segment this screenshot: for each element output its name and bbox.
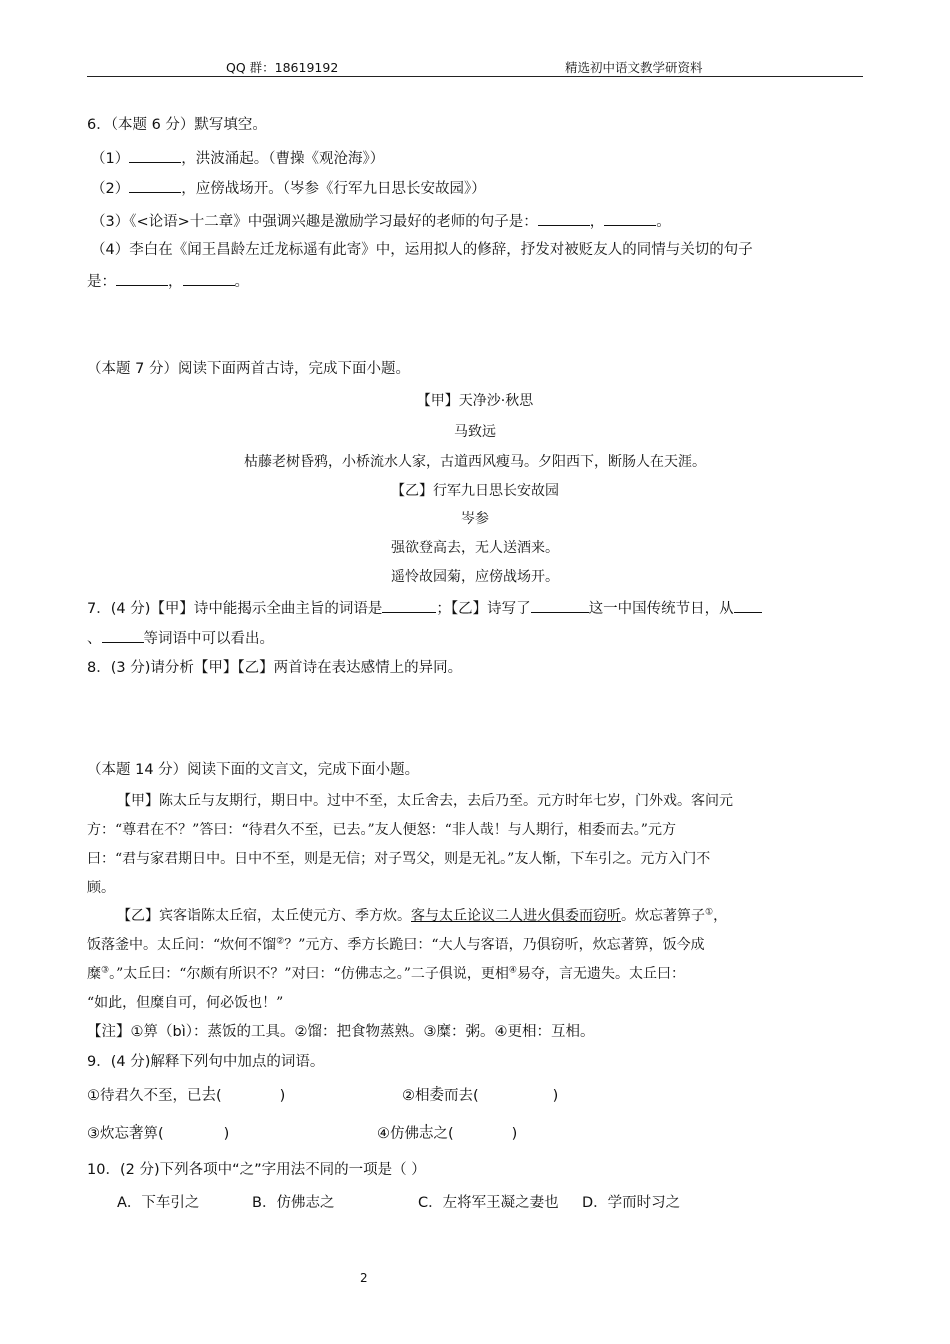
page-number: 2 [360,1271,368,1285]
q7-part-b: ；【乙】诗写了 [436,601,531,617]
q6-item-3-post: 。 [656,214,671,230]
poem-yi-author: 岑参 [461,511,489,527]
q9-item-2-post: 而去( [444,1088,479,1104]
classical-jia-line3: 曰：“君与家君期日中。日中不至，则是无信；对子骂父，则是无礼。”友人惭，下车引之。元方入门不 [87,851,711,867]
q6-item-1-post: ，洪波涌起。（曹操《观沧海》） [181,151,385,167]
answer-blank[interactable] [538,210,590,226]
footnote-marker: ② [276,936,285,947]
yi-underlined-sentence: 客与太丘论议二人进火俱委而窃听 [411,908,621,924]
q9-item-4-post: 之( [433,1126,454,1142]
q9-item-4-pre: ④仿佛 [377,1126,419,1142]
q7-line1 [87,597,762,619]
q9-item-3-pre: ③炊忘 [87,1126,129,1142]
yi-line3-post: 易夺，言无遗失。太丘曰： [516,966,685,982]
classical-intro: （本题 14 分）阅读下面的文言文，完成下面小题。 [87,762,420,778]
q6-item-2-post: ，应傍战场开。（岑参《行军九日思长安故园》） [181,181,486,197]
footnote-marker: ④ [508,965,517,976]
q6-item-3-pre: （3）《<论语>十二章》中强调兴趣是激励学习最好的老师的句子是： [91,214,538,230]
classical-jia-line4: 顾。 [87,880,115,896]
q10-title: 10．(2 分)下列各项中“之”字用法不同的一项是（ ） [87,1162,426,1178]
yi-line3-mid: 。”太丘曰：“尔颇有所识不？”对曰：“仿佛志之。”二子俱说，更相 [109,966,509,982]
poems-intro: （本题 7 分）阅读下面两首古诗，完成下面小题。 [87,361,410,377]
header-right: 精选初中语文教学研资料 [565,60,703,75]
q7-line2-pre: 、 [87,631,102,647]
q10-option-b[interactable]: B．仿佛志之 [252,1195,335,1211]
q9-item-1-post: ( [216,1088,222,1104]
dotted-word: 志 [419,1126,434,1142]
answer-blank[interactable] [531,597,589,613]
answer-blank[interactable] [604,210,656,226]
classical-yi-line1 [117,906,727,926]
q6-item-2 [91,177,486,199]
q6-item-1-pre: （1） [91,151,130,167]
footnote-marker: ③ [101,965,110,976]
q7-line2-post: 等词语中可以看出。 [143,631,274,647]
poem-yi-line1: 强欲登高去，无人送酒来。 [391,540,559,556]
header-left: QQ 群：18619192 [226,60,339,75]
yi-line2-post: ？”元方、季方长跪曰：“大人与客语，乃俱窃听，炊忘著箅，饭今成 [284,937,705,953]
q10-option-a[interactable]: A．下车引之 [117,1195,200,1211]
yi-line3-pre: 糜 [87,966,101,982]
footnote-marker: ① [705,907,714,918]
q9-item-4 [377,1124,517,1144]
poem-yi-line2: 遥怜故园菊，应傍战场开。 [391,569,559,585]
yi-line1-comma: ， [713,908,728,924]
q9-item-2 [402,1086,558,1106]
q6-item-2-pre: （2） [91,181,130,197]
dotted-word: 委 [429,1088,444,1104]
q9-item-1-pre: ①待君久不至，已 [87,1088,202,1104]
answer-blank[interactable] [734,597,762,613]
close-paren: ) [279,1088,286,1104]
classical-yi-line2 [87,935,705,955]
poem-jia-title: 【甲】天净沙·秋思 [416,393,534,409]
q7-part-a: 7．(4 分)【甲】诗中能揭示全曲主旨的词语是 [87,601,383,617]
q9-item-2-pre: ②相 [402,1088,430,1104]
q9-item-3 [87,1124,229,1144]
answer-blank[interactable] [116,270,168,286]
answer-blank[interactable] [102,627,144,643]
close-paren: ) [223,1126,230,1142]
poem-yi-title: 【乙】行军九日思长安故园 [391,483,559,499]
yi-line1-pre: 【乙】宾客诣陈太丘宿，太丘使元方、季方炊。 [117,908,411,924]
poem-jia-text: 枯藤老树昏鸦，小桥流水人家，古道西风瘦马。夕阳西下，断肠人在天涯。 [244,454,706,470]
header-rule [87,76,863,77]
q8-title: 8．(3 分)请分析【甲】【乙】两首诗在表达感情上的异同。 [87,660,463,676]
yi-line2-pre: 饭落釜中。太丘问：“炊何不馏 [87,937,277,953]
q10-option-c[interactable]: C．左将军王凝之妻也 [418,1195,559,1211]
classical-yi-line4: “如此，但糜自可，何必饭也！” [87,995,284,1011]
q7-line2 [87,627,274,649]
q6-item-4-pre: 是： [87,274,116,290]
answer-blank[interactable] [183,270,235,286]
q9-item-3-post: 箅( [143,1126,164,1142]
close-paren: ) [511,1126,518,1142]
q7-part-c: 这一中国传统节日，从 [588,601,734,617]
answer-blank[interactable] [382,597,436,613]
q6-item-4-line2 [87,270,249,292]
q9-item-1 [87,1086,285,1106]
answer-blank[interactable] [129,177,181,193]
yi-line1-post: 。炊忘著箅子 [621,908,705,924]
close-paren: ) [552,1088,559,1104]
dotted-word: 去 [201,1088,216,1104]
q6-item-4-post: 。 [234,274,249,290]
q6-item-1 [91,147,384,169]
classical-yi-line3 [87,964,685,984]
q10-option-d[interactable]: D．学而时习之 [582,1195,681,1211]
q6-item-4-mid: ， [168,274,183,290]
answer-blank[interactable] [129,147,181,163]
q6-title: 6．（本题 6 分）默写填空。 [87,117,267,133]
classical-jia-line2: 方：“尊君在不？”答曰：“待君久不至，已去。”友人便怒：“非人哉！与人期行，相委而去。”元方 [87,822,676,838]
classical-note: 【注】①箅（bì）：蒸饭的工具。②馏：把食物蒸熟。③糜：粥。④更相：互相。 [87,1024,595,1040]
poem-jia-author: 马致远 [454,424,496,440]
classical-jia-line1: 【甲】陈太丘与友期行，期日中。过中不至，太丘舍去，去后乃至。元方时年七岁，门外戏。客问元 [117,793,733,809]
q6-item-4-line1: （4）李白在《闻王昌龄左迁龙标遥有此寄》中，运用拟人的修辞，抒发对被贬友人的同情与关切的句子 [91,242,753,258]
q9-title: 9．(4 分)解释下列句中加点的词语。 [87,1054,325,1070]
q6-item-3-mid: ， [589,214,605,230]
q6-item-3 [91,210,671,232]
dotted-word: 著 [129,1126,144,1142]
